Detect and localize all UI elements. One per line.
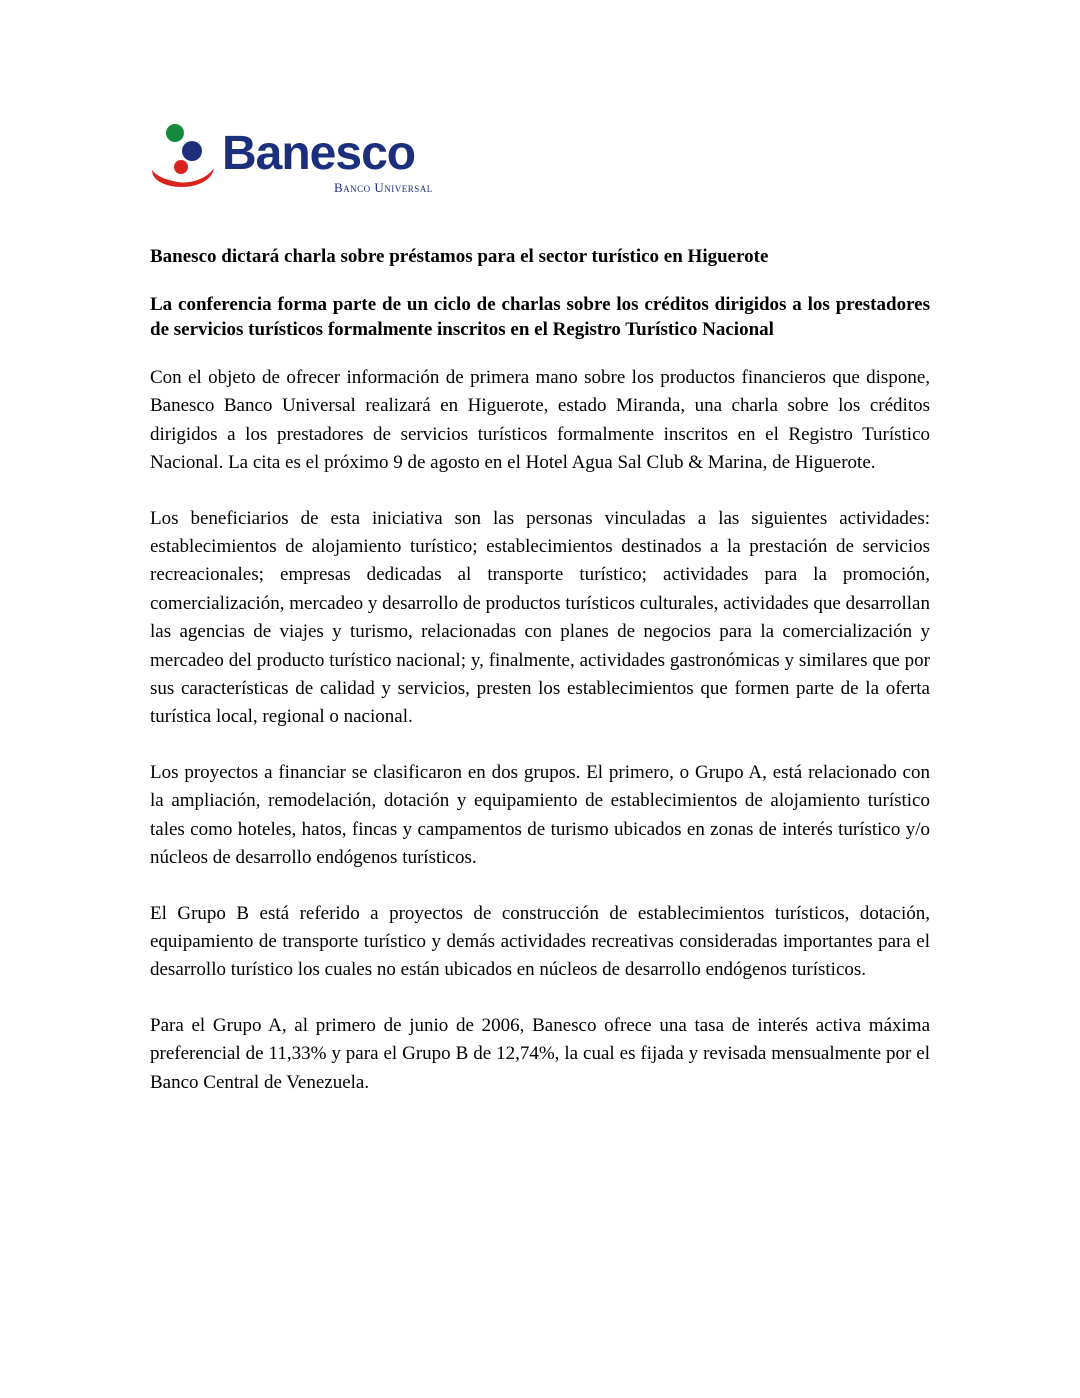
article-headline: Banesco dictará charla sobre préstamos para el sector turístico en Higuerote bbox=[150, 246, 769, 267]
body-paragraph: Con el objeto de ofrecer información de primera mano sobre los productos financieros que dispone, Banesco Banco Universal realizará en Higuerote, estado Miranda, una charla sobre los créditos dirigidos a los prestadores de servicios turísticos formalmente inscritos en el Registro Turístico Nacional. La cita es el próximo 9 de agosto en el Hotel Agua Sal Club & Marina, de Higuerote. bbox=[150, 367, 930, 474]
document-page bbox=[150, 120, 930, 1097]
body-paragraph: El Grupo B está referido a proyectos de construcción de establecimientos turísticos, dotación, equipamiento de transporte turístico y demás actividades recreativas consideradas importantes para el desarrollo turístico los cuales no están ubicados en núcleos de desarrollo endógenos turísticos. bbox=[150, 902, 930, 981]
banesco-logo bbox=[150, 120, 480, 200]
body-paragraph: Los proyectos a financiar se clasificaron en dos grupos. El primero, o Grupo A, está relacionado con la ampliación, remodelación, dotación y equipamiento de establecimientos de alojamiento turístico tales como hoteles, hatos, fincas y campamentos de turismo ubicados en zonas de interés turístico y/o núcleos de desarrollo endógenos turísticos. bbox=[150, 761, 930, 869]
banesco-emblem-icon bbox=[148, 122, 220, 196]
body-paragraph: Para el Grupo A, al primero de junio de 2006, Banesco ofrece una tasa de interés activa máxima preferencial de 11,33% y para el Grupo B de 12,74%, la cual es fijada y revisada mensualmente por el Banco Central de Venezuela. bbox=[150, 1014, 930, 1093]
body-paragraph: Los beneficiarios de esta iniciativa son las personas vinculadas a las siguientes actividades: establecimientos de alojamiento turístico; establecimientos destinados a la prestación de servicios recreacionales; empresas dedicadas al transporte turístico; actividades para la promoción, comercialización, mercadeo y desarrollo de productos turísticos culturales, actividades que desarrollan las agencias de viajes y turismo, relacionadas con planes de negocios para la comercialización y mercadeo del producto turístico nacional; y, finalmente, actividades gastronómicas y similares que por sus características de calidad y servicios, presten los establecimientos que formen parte de la oferta turística local, regional o nacional. bbox=[150, 507, 930, 728]
article-subheadline: La conferencia forma parte de un ciclo de charlas sobre los créditos dirigidos a los prestadores de servicios turísticos formalmente inscritos en el Registro Turístico Nacional bbox=[150, 294, 930, 340]
logo-wordmark: Banesco bbox=[222, 127, 416, 180]
logo-tagline: Banco Universal bbox=[334, 180, 433, 195]
